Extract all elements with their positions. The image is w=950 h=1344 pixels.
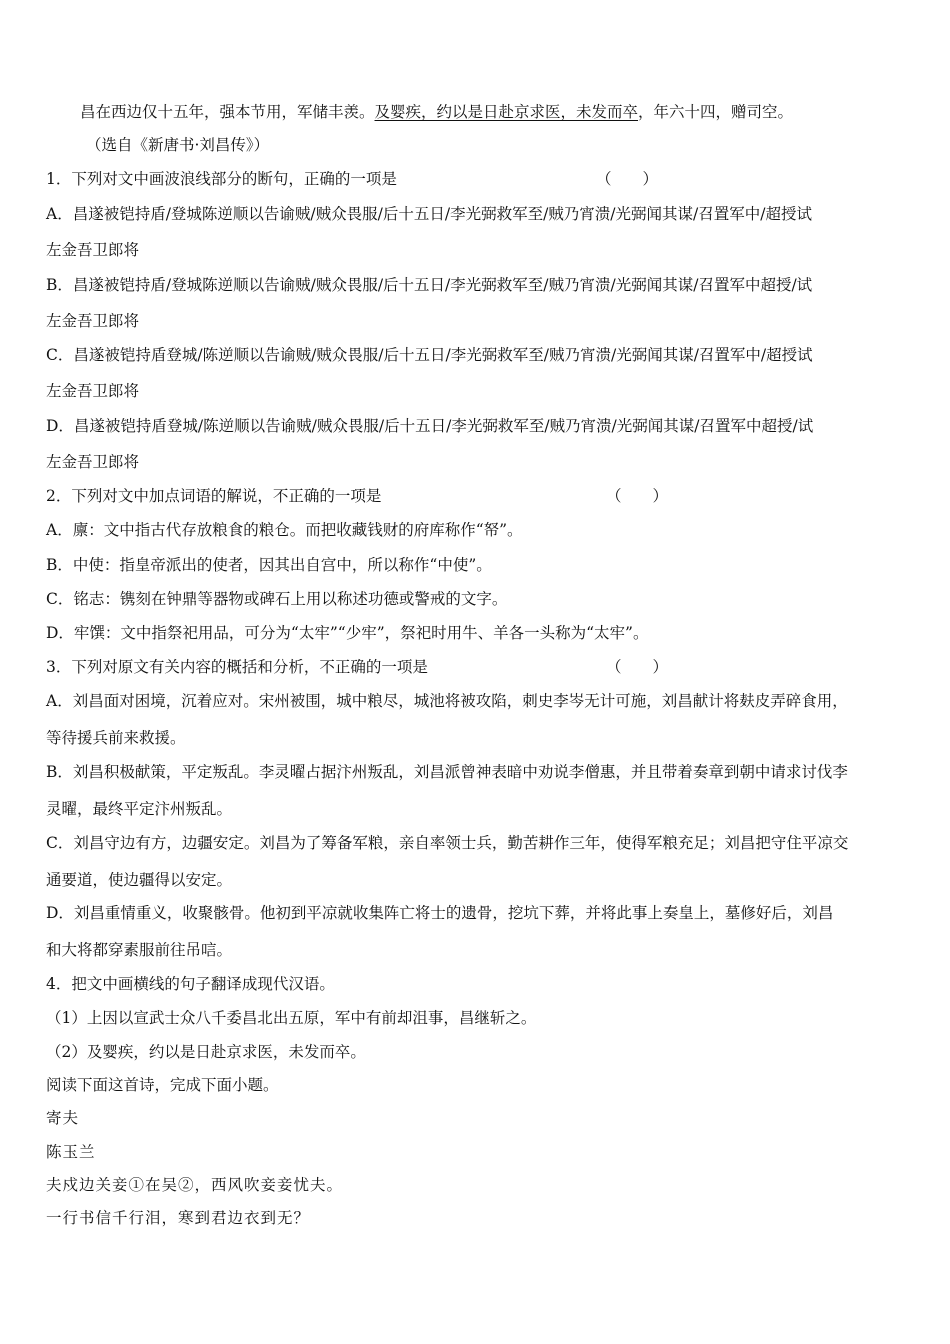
q1-stem-text: 1．下列对文中画波浪线部分的断句，正确的一项是 xyxy=(46,170,397,188)
poem-title: 寄夫 xyxy=(46,1109,80,1127)
q1-option-a: A．昌遂被铠持盾/登城陈逆顺以告谕贼/贼众畏服/后十五日/李光弼救军至/贼乃宵溃/光弼闻其谋/召置军中/超授试 xyxy=(46,205,812,223)
q1-option-d: D．昌遂被铠持盾登城/陈逆顺以告谕贼/贼众畏服/后十五日/李光弼救军至/贼乃宵溃/光弼闻其谋/召置军中超授/试 xyxy=(46,417,814,435)
underlined-sentence: 及婴疾，约以是日赴京求医，未发而卒 xyxy=(374,103,639,121)
passage-text-after: ，年六十四，赠司空。 xyxy=(638,103,794,121)
poem-line-2: 一行书信千行泪，寒到君边衣到无？ xyxy=(46,1209,311,1227)
q2-answer-paren: （ ） xyxy=(606,487,669,505)
q4-sentence-2: （2）及婴疾，约以是日赴京求医，未发而卒。 xyxy=(46,1043,366,1061)
passage-last-line xyxy=(80,102,793,122)
poem-author: 陈玉兰 xyxy=(46,1143,96,1161)
q2-stem-text: 2．下列对文中加点词语的解说，不正确的一项是 xyxy=(46,487,382,505)
poem-line-1: 夫戍边关妾①在吴②，西风吹妾妾忧夫。 xyxy=(46,1176,344,1194)
q3-answer-paren: （ ） xyxy=(606,658,669,676)
passage-source: （选自《新唐书·刘昌传》） xyxy=(86,136,270,154)
q1-option-b: B．昌遂被铠持盾/登城陈逆顺以告谕贼/贼众畏服/后十五日/李光弼救军至/贼乃宵溃/光弼闻其谋/召置军中超授/试 xyxy=(46,276,813,294)
q1-option-c: C．昌遂被铠持盾登城/陈逆顺以告谕贼/贼众畏服/后十五日/李光弼救军至/贼乃宵溃/光弼闻其谋/召置军中/超授试 xyxy=(46,346,813,364)
q4-sentence-1: （1）上因以宣武士众八千委昌北出五原，军中有前却沮事，昌继斩之。 xyxy=(46,1009,537,1027)
q1-stem xyxy=(46,169,659,189)
q3-option-d-cont: 和大将都穿素服前往吊唁。 xyxy=(46,941,233,959)
poem-intro: 阅读下面这首诗，完成下面小题。 xyxy=(46,1076,279,1094)
q2-option-b: B．中使：指皇帝派出的使者，因其出自宫中，所以称作“中使”。 xyxy=(46,556,492,574)
q3-stem xyxy=(46,657,669,677)
q3-option-b: B．刘昌积极献策，平定叛乱。李灵曜占据汴州叛乱，刘昌派曾神表暗中劝说李僧惠，并且带着奏章到朝中请求讨伐李 xyxy=(46,763,848,781)
q2-option-a: A．廪：文中指古代存放粮食的粮仓。而把收藏钱财的府库称作“帑”。 xyxy=(46,521,523,539)
q1-option-a-cont: 左金吾卫郎将 xyxy=(46,241,140,259)
q3-option-d: D．刘昌重情重义，收聚骸骨。他初到平凉就收集阵亡将士的遗骨，挖坑下葬，并将此事上奏皇上，墓修好后，刘昌 xyxy=(46,904,834,922)
q3-option-c-cont: 通要道，使边疆得以安定。 xyxy=(46,871,233,889)
q3-option-c: C．刘昌守边有方，边疆安定。刘昌为了筹备军粮，亲自率领士兵，勤苦耕作三年，使得军粮充足；刘昌把守住平凉交 xyxy=(46,834,849,852)
q3-option-b-cont: 灵曜，最终平定汴州叛乱。 xyxy=(46,800,233,818)
q3-option-a: A．刘昌面对困境，沉着应对。宋州被围，城中粮尽，城池将被攻陷，刺史李岑无计可施，刘昌献计将麸皮弄碎食用， xyxy=(46,692,848,710)
q1-option-c-cont: 左金吾卫郎将 xyxy=(46,382,140,400)
q1-option-d-cont: 左金吾卫郎将 xyxy=(46,453,140,471)
q4-stem: 4．把文中画横线的句子翻译成现代汉语。 xyxy=(46,975,335,993)
q2-stem xyxy=(46,486,669,506)
q3-stem-text: 3．下列对原文有关内容的概括和分析，不正确的一项是 xyxy=(46,658,428,676)
passage-text-before: 昌在西边仅十五年，强本节用，军储丰羡。 xyxy=(80,103,375,121)
q1-answer-paren: （ ） xyxy=(596,170,659,188)
q2-option-d: D．牢馔：文中指祭祀用品，可分为“太牢”“少牢”，祭祀时用牛、羊各一头称为“太牢”。 xyxy=(46,624,649,642)
q3-option-a-cont: 等待援兵前来救援。 xyxy=(46,729,186,747)
q1-option-b-cont: 左金吾卫郎将 xyxy=(46,312,140,330)
q2-option-c: C．铭志：镌刻在钟鼎等器物或碑石上用以称述功德或警戒的文字。 xyxy=(46,590,508,608)
